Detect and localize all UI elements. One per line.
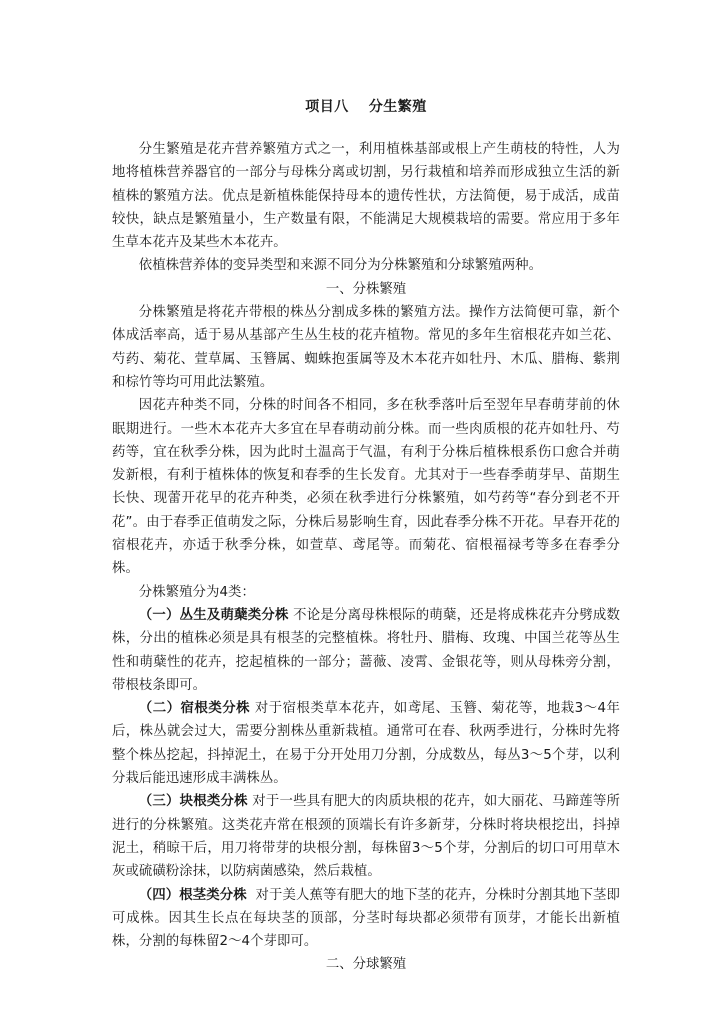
document-page (112, 96, 620, 977)
item-text: 不论是分离母株根际的萌蘖，还是将成株花卉分劈成数株，分出的植株必须是具有根茎的完整植株。将牡丹、腊梅、玫瑰、中国兰花等丛生性和萌蘖性的花卉，挖起植株的一部分；蔷薇、凌霄、金银花等，则从母株旁分割，带根枝条即可。 (112, 607, 620, 693)
title-topic: 分生繁殖 (368, 99, 427, 115)
types-paragraph: 依植株营养体的变异类型和来源不同分为分株繁殖和分球繁殖两种。 (138, 258, 543, 274)
division-item-clump (112, 604, 620, 697)
item-text: 对于宿根类草本花卉，如鸢尾、玉簪、菊花等，地栽3～4年后，株丛就会过大，需要分割株丛重新栽植。通常可在春、秋两季进行，分株时先将整个株丛挖起，抖掉泥土，在易于分开处用刀分割，分成数丛，每丛3～5个芽，以利分栽后能迅速形成丰满株丛。 (112, 701, 621, 787)
division-item-tuberous-root (112, 790, 620, 883)
item-heading: （三）块根类分株 (138, 794, 248, 810)
page-title (112, 96, 620, 118)
title-project-number: 项目八 (305, 99, 349, 115)
division-timing-paragraph: 因花卉种类不同，分株的时间各不相同，多在秋季落叶后至翌年早春萌芽前的休眠期进行。一些木本花卉大多宜在早春萌动前分株。而一些肉质根的花卉如牡丹、芍药等，宜在秋季分株，因为此时土温高于气温，有利于分株后植株根系伤口愈合并萌发新根，有利于植株体的恢复和春季的生长发育。尤其对于一些春季萌芽早、苗期生长快、现蕾开花早的花卉种类，必须在秋季进行分株繁殖，如芍药等“春分到老不开花”。由于春季正值萌发之际，分株后易影响生育，因此春季分株不开花。早春开花的宿根花卉，亦适于秋季分株，如萱草、鸢尾等。而菊花、宿根福禄考等多在春季分株。 (112, 398, 620, 577)
division-item-rhizome (112, 884, 620, 954)
item-text: 对于一些具有肥大的肉质块根的花卉，如大丽花、马蹄莲等所进行的分株繁殖。这类花卉常在根颈的顶端长有许多新芽，分株时将块根挖出，抖掉泥土，稍晾干后，用刀将带芽的块根分割，每株留3～5个芽，分割后的切口可用草木灰或硫磺粉涂抹，以防病菌感染，然后栽植。 (112, 794, 620, 880)
division-item-perennial (112, 697, 620, 790)
item-text: 对于美人蕉等有肥大的地下茎的花卉，分株时分割其地下茎即可成株。因其生长点在每块茎的顶部，分茎时每块都必须带有顶芽，才能长出新植株，分割的每株留2～4个芽即可。 (112, 887, 620, 950)
item-heading: （四）根茎类分株 (138, 887, 247, 903)
section-heading-division: 一、分株繁殖 (325, 281, 407, 297)
intro-paragraph: 分生繁殖是花卉营养繁殖方式之一，利用植株基部或根上产生萌枝的特性，人为地将植株营养器官的一部分与母株分离或切割，另行栽植和培养而形成独立生活的新植株的繁殖方法。优点是新植株能保持母本的遗传性状，方法简便，易于成活，成苗较快，缺点是繁殖量小，生产数量有限，不能满足大规模栽培的需要。常应用于多年生草本花卉及某些木本花卉。 (112, 142, 620, 251)
item-heading: （一）丛生及萌蘖类分株 (138, 607, 289, 623)
item-heading: （二）宿根类分株 (138, 701, 251, 717)
division-definition-paragraph: 分株繁殖是将花卉带根的株丛分割成多株的繁殖方法。操作方法简便可靠，新个体成活率高，适于易从基部产生丛生枝的花卉植物。常见的多年生宿根花卉如兰花、芍药、菊花、萱草属、玉簪属、蜘蛛抱蛋属等及木本花卉如牡丹、木瓜、腊梅、紫荆和棕竹等均可用此法繁殖。 (112, 305, 620, 390)
section-heading-bulb: 二、分球繁殖 (325, 957, 407, 973)
division-categories-intro: 分株繁殖分为4类： (138, 584, 255, 600)
